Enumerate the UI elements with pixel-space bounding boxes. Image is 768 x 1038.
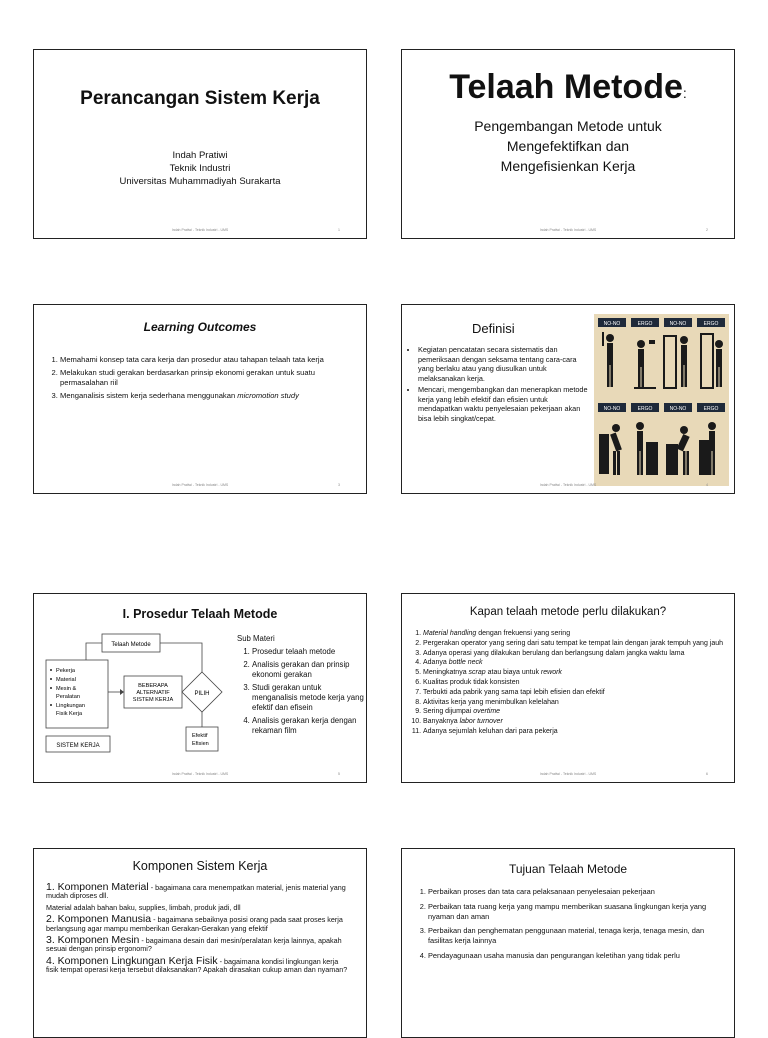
slide-4-title: Definisi: [472, 321, 515, 336]
slide-3: [33, 304, 367, 494]
svg-text:ERGO: ERGO: [703, 321, 719, 327]
procedure-diagram: [34, 626, 234, 776]
tujuan-list: [414, 887, 710, 961]
slide-2-title: Telaah Metode: [449, 68, 683, 106]
slide-2-subtitle: [402, 116, 734, 176]
list-item: • Mencari, mengembangkan dan menerapkan metode kerja yang lebih efektif dan efisien untuk mendapatkan waktu penyelesaian pekerjaan akan bisa lebih singkat/cepat.: [418, 385, 590, 423]
list-item: 2. Melakukan studi gerakan berdasarkan prinsip ekonomi gerakan untuk suatu permasalahan riil: [60, 368, 344, 388]
list-item: 4. Pendayagunaan usaha manusia dan pengurangan keletihan yang tidak perlu: [428, 951, 710, 961]
list-item: 5. Meningkatnya scrap atau biaya untuk rework: [423, 669, 724, 677]
learning-outcomes-list: [46, 355, 344, 401]
sub-materi-list: [237, 647, 365, 736]
list-item: 3. Perbaikan dan penghematan penggunaan material, tenaga kerja, tenaga mesin, dan fasilitas kerja lainnya: [428, 926, 710, 946]
panel-label: [697, 403, 725, 412]
slide-7-title: Komponen Sistem Kerja: [132, 859, 268, 873]
svg-text:NO-NO: NO-NO: [603, 406, 621, 412]
ergonomics-illustration: [594, 314, 729, 486]
slide-number: 1: [338, 228, 340, 232]
slide-6: [401, 593, 735, 783]
list-item: 3. Menganalisis sistem kerja sederhana menggunakan micromotion study: [60, 391, 344, 401]
sub-materi-heading: Sub Materi: [237, 634, 275, 643]
slide-footer: Indah Pratiwi - Teknik Industri - UMS: [539, 772, 597, 776]
sistem-kerja-label: SISTEM KERJA: [56, 743, 100, 749]
slide-number: 2: [706, 228, 708, 232]
list-item: Peralatan: [56, 694, 80, 700]
alternatives-label: BEBERAPA: [138, 683, 168, 689]
efisien-label: Efisien: [192, 741, 209, 747]
list-item: Material: [56, 677, 76, 683]
list-item: Pekerja: [56, 668, 75, 674]
list-item: Material adalah bahan baku, supplies, limbah, produk jadi, dll: [46, 902, 241, 912]
svg-text:ERGO: ERGO: [637, 406, 653, 412]
slide-footer: Indah Pratiwi - Teknik Industri - UMS: [539, 483, 597, 487]
list-item: 11. Adanya sejumlah keluhan dari para pekerja: [423, 728, 724, 736]
author-dept: Teknik Industri: [169, 163, 231, 174]
slide-number: 6: [706, 772, 708, 776]
slide-7: [33, 848, 367, 1038]
list-item: 4. Komponen Lingkungan Kerja Fisik - bagaimana kondisi lingkungan kerja fisik tempat operasi kerja tersebut dilaksanakan? Apakah dirasakan cukup aman dan nyaman?: [46, 954, 348, 975]
panel-label: [664, 403, 692, 412]
list-item: 6. Kualitas produk tidak konsisten: [423, 679, 724, 687]
list-item: 2. Perbaikan tata ruang kerja yang mampu memberikan suasana lingkungan kerja yang nyaman dan aman: [428, 902, 710, 922]
telaah-metode-label: Telaah Metode: [111, 642, 151, 648]
slide-1: [33, 49, 367, 239]
list-item: 10. Banyaknya labor turnover: [423, 718, 724, 726]
svg-text:NO-NO: NO-NO: [603, 321, 621, 327]
subtitle-line-3: Mengefisienkan Kerja: [500, 158, 636, 174]
list-item: 1. Perbaikan proses dan tata cara pelaksanaan penyelesaian pekerjaan: [428, 887, 710, 897]
list-item: 3. Studi gerakan untuk menganalisis metode kerja yang efektif dan efisein: [252, 683, 365, 713]
list-item: 7. Terbukti ada pabrik yang sama tapi lebih efisien dan efektif: [423, 689, 724, 697]
efektif-efisien-box: [186, 727, 218, 751]
slide-1-title: Perancangan Sistem Kerja: [80, 88, 320, 109]
pilih-label: PILIH: [194, 691, 210, 697]
list-item: 1. Memahami konsep tata cara kerja dan prosedur atau tahapan telaah tata kerja: [60, 355, 344, 365]
slide-2-title-wrap: [402, 68, 734, 107]
panel-label: [598, 403, 626, 412]
svg-text:NO-NO: NO-NO: [669, 406, 687, 412]
slide-footer: Indah Pratiwi - Teknik Industri - UMS: [171, 772, 229, 776]
list-item: Fisik Kerja: [56, 711, 83, 717]
author-university: Universitas Muhammadiyah Surakarta: [119, 176, 281, 187]
list-item: 9. Sering dijumpai overtime: [423, 708, 724, 716]
slide-8-title: Tujuan Telaah Metode: [508, 862, 628, 876]
title-colon: :: [682, 85, 687, 101]
list-item: 3. Adanya operasi yang dilakukan berulang dan berlangsung dalam jangka waktu lama: [423, 650, 724, 658]
alternatives-label: SISTEM KERJA: [132, 697, 174, 703]
slide-8: [401, 848, 735, 1038]
panel-label: [664, 318, 692, 327]
svg-text:ERGO: ERGO: [703, 406, 719, 412]
subtitle-line-2: Mengefektifkan dan: [506, 138, 630, 154]
svg-text:NO-NO: NO-NO: [669, 321, 687, 327]
slide-5-title: I. Prosedur Telaah Metode: [122, 607, 278, 621]
kapan-list: [408, 630, 724, 736]
panel-label: [631, 403, 659, 412]
list-item: 1. Material handling dengan frekuensi yang sering: [423, 630, 724, 638]
efektif-label: Efektif: [192, 733, 208, 739]
list-item: • Kegiatan pencatatan secara sistematis dan pemeriksaan dengan seksama tentang cara-cara yang berlaku atau yang diusulkan untuk melaksanakan kerja.: [418, 345, 590, 383]
list-item: Mesin &: [56, 686, 77, 692]
slide-number: 3: [338, 483, 340, 487]
author-name: Indah Pratiwi: [172, 150, 228, 161]
slide-footer: Indah Pratiwi - Teknik Industri - UMS: [171, 483, 229, 487]
list-item: 4. Analisis gerakan kerja dengan rekaman film: [252, 716, 365, 736]
slide-3-title: Learning Outcomes: [143, 320, 257, 334]
list-item: 1. Komponen Material - bagaimana cara menempatkan material, jenis material yang mudah diproses dll.: [46, 881, 346, 901]
slide-number: 4: [706, 483, 708, 487]
subtitle-line-1: Pengembangan Metode untuk: [474, 118, 662, 134]
list-item: 8. Aktivitas kerja yang menimbulkan kelelahan: [423, 699, 724, 707]
panel-label: [697, 318, 725, 327]
slide-2: [401, 49, 735, 239]
list-item: Lingkungan: [56, 703, 85, 709]
slide-footer: Indah Pratiwi - Teknik Industri - UMS: [539, 228, 597, 232]
list-item: 1. Prosedur telaah metode: [252, 647, 365, 657]
slide-6-title: Kapan telaah metode perlu dilakukan?: [469, 606, 667, 618]
list-item: 3. Komponen Mesin - bagaimana desain dari mesin/peralatan kerja lainnya, apakah sesuai dengan prinsip ergonomi?: [46, 934, 342, 954]
list-item: 2. Pergerakan operator yang sering dari satu tempat ke tempat lain dengan jarak tempuh yang jauh: [423, 640, 724, 648]
slide-number: 5: [338, 772, 340, 776]
slide-footer: Indah Pratiwi - Teknik Industri - UMS: [171, 228, 229, 232]
sub-materi-block: [237, 634, 365, 736]
list-item: 2. Analisis gerakan dan prinsip ekonomi gerakan: [252, 660, 365, 680]
list-item: 2. Komponen Manusia - bagaimana sebaiknya posisi orang pada saat proses kerja berlangsung agar mampu memberikan Gerakan-Gerakan yang efektif: [46, 913, 343, 933]
alternatives-label: ALTERNATIF: [136, 690, 170, 696]
svg-text:ERGO: ERGO: [637, 321, 653, 327]
panel-label: [631, 318, 659, 327]
definition-list: [410, 345, 590, 423]
slide-4: [401, 304, 735, 494]
komponen-list: [46, 883, 352, 975]
list-item: 4. Adanya bottle neck: [423, 659, 724, 667]
slide-5: [33, 593, 367, 783]
panel-label: [598, 318, 626, 327]
author-block: [34, 149, 366, 188]
